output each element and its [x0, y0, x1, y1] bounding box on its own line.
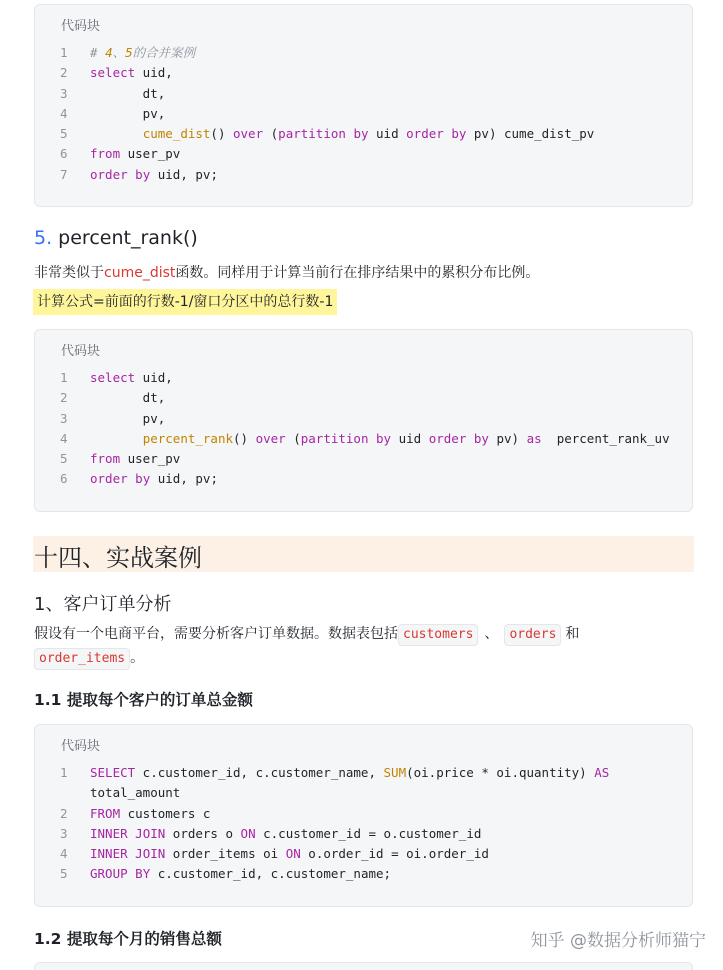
- line-number: 3: [60, 85, 68, 101]
- line-number: 2: [60, 390, 68, 406]
- code-line: [35, 63, 692, 83]
- code-line: [35, 144, 692, 164]
- code-text: # 4、5的合并案例: [90, 45, 196, 60]
- code-line: [35, 165, 692, 185]
- code-block-customer-total: [34, 724, 693, 907]
- code-line: [35, 804, 692, 824]
- code-line: [35, 844, 692, 864]
- separator: 、: [484, 626, 499, 642]
- intro-end: 。: [130, 650, 145, 666]
- code-text: INNER JOIN orders o ON c.customer_id = o.customer_id: [90, 825, 482, 841]
- code-line: [35, 783, 692, 803]
- line-number: 3: [60, 410, 68, 426]
- code-text: pv,: [90, 410, 166, 426]
- code-line: [35, 469, 692, 489]
- line-number: 1: [60, 765, 68, 780]
- inline-code-order-items: order_items: [34, 648, 130, 670]
- subsection-customer-orders: 1、客户订单分析: [34, 594, 172, 615]
- code-line: [35, 449, 692, 469]
- section-heading-percent-rank: [34, 227, 198, 249]
- line-number: 5: [60, 866, 68, 882]
- desc-suffix: 函数。同样用于计算当前行在排序结果中的累积分布比例。: [175, 265, 540, 281]
- code-block-label: 代码块: [61, 344, 101, 359]
- code-text: INNER JOIN order_items oi ON o.order_id = oi.order_id: [90, 846, 489, 862]
- code-lines: [35, 43, 692, 185]
- code-text: order by uid, pv;: [90, 471, 218, 487]
- code-line: [35, 864, 692, 884]
- code-text: select uid,: [90, 370, 173, 385]
- line-number: 4: [60, 846, 68, 862]
- inline-code-orders: orders: [504, 624, 561, 646]
- code-line: [35, 104, 692, 124]
- subsection-total-per-customer: 1.1 提取每个客户的订单总金额: [34, 691, 253, 709]
- subsection-monthly-sales: 1.2 提取每个月的销售总额: [34, 930, 222, 948]
- code-lines: [35, 763, 692, 885]
- percent-rank-description: [34, 262, 539, 282]
- line-number: 5: [60, 451, 68, 467]
- line-number: 6: [60, 471, 68, 487]
- code-line: [35, 824, 692, 844]
- desc-inline-code: cume_dist: [104, 265, 176, 281]
- code-block-percent-rank: [34, 329, 693, 512]
- code-text: order by uid, pv;: [90, 166, 218, 182]
- inline-code-customers: customers: [398, 624, 478, 646]
- code-line: [35, 388, 692, 408]
- line-number: 2: [60, 65, 68, 81]
- line-number: 4: [60, 430, 68, 446]
- formula-highlight: 计算公式=前面的行数-1/窗口分区中的总行数-1: [33, 289, 337, 315]
- zhihu-watermark: 知乎 @数据分析师猫宁: [530, 931, 706, 951]
- code-text: from user_pv: [90, 451, 181, 467]
- line-number: 3: [60, 825, 68, 841]
- code-line: [35, 409, 692, 429]
- code-line: [35, 84, 692, 104]
- separator-and: 和: [565, 626, 580, 642]
- line-number: 5: [60, 126, 68, 142]
- code-block-cume-dist: [34, 4, 693, 207]
- code-text: from user_pv: [90, 146, 181, 162]
- desc-prefix: 非常类似于: [34, 265, 104, 281]
- code-text: dt,: [90, 390, 166, 406]
- code-text: total_amount: [90, 785, 181, 801]
- code-text: pv,: [90, 105, 166, 121]
- line-number: 1: [60, 370, 68, 385]
- code-text: GROUP BY c.customer_id, c.customer_name;: [90, 866, 392, 882]
- section-title-practice: 十四、实战案例: [34, 544, 202, 572]
- code-text: dt,: [90, 85, 166, 101]
- code-text: SELECT c.customer_id, c.customer_name, SUM(oi.price * oi.quantity) AS: [90, 765, 610, 780]
- line-number: 7: [60, 166, 68, 182]
- code-line: [35, 429, 692, 449]
- code-line: [35, 124, 692, 144]
- code-text: select uid,: [90, 65, 173, 81]
- line-number: 6: [60, 146, 68, 162]
- code-text: percent_rank() over (partition by uid order by pv) as percent_rank_uv: [142, 430, 670, 446]
- code-block-label: 代码块: [61, 739, 101, 754]
- line-number: 1: [60, 45, 68, 60]
- code-line: [35, 43, 692, 63]
- next-code-block-edge: [34, 962, 693, 970]
- code-line: [35, 763, 692, 783]
- intro-paragraph: [34, 623, 579, 646]
- code-text: cume_dist() over (partition by uid order by pv) cume_dist_pv: [142, 126, 595, 142]
- code-lines: [35, 368, 692, 490]
- intro-paragraph-line2: [34, 647, 144, 670]
- line-number: 2: [60, 805, 68, 821]
- heading-title: percent_rank(): [52, 227, 198, 249]
- line-number: 4: [60, 105, 68, 121]
- code-text: FROM customers c: [90, 805, 211, 821]
- intro-text: 假设有一个电商平台，需要分析客户订单数据。数据表包括: [34, 626, 398, 642]
- heading-number: 5.: [34, 227, 53, 249]
- line-number: [35, 783, 90, 803]
- code-block-label: 代码块: [61, 19, 101, 34]
- code-line: [35, 368, 692, 388]
